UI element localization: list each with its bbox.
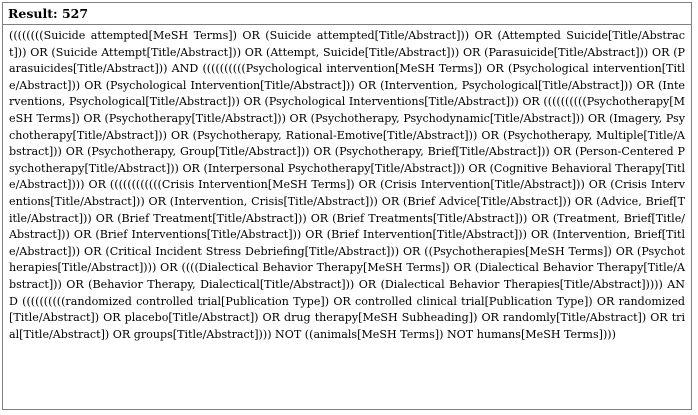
result-count-header: Result: 527 xyxy=(3,3,691,25)
search-result-box xyxy=(2,2,692,410)
search-query-text: ((((((((Suicide attempted[MeSH Terms]) OR (Suicide attempted[Title/Abstract])) OR (Attempted Suicide[Title/Abstract])) OR (Suicide Attempt[Title/Abstract])) OR (Attempt, Suicide[Title/Abstract])) OR (Parasuicide[Title/Abstract])) OR (Parasuicides[Title/Abstract])) AND ((((((((((Psychological intervention[MeSH Terms]) OR (Psychological intervention[Title/Abstract])) OR (Psychological Intervention[Title/Abstract])) OR (Intervention, Psychological[Title/Abstract])) OR (Interventions, Psychological[Title/Abstract])) OR (Psychological Interventions[Title/Abstract])) OR ((((((((((Psychotherapy[MeSH Terms]) OR (Psychotherapy[Title/Abstract])) OR (Psychotherapy, Psychodynamic[Title/Abstract])) OR (Imagery, Psychotherapy[Title/Abstract])) OR (Psychotherapy, Rational-Emotive[Title/Abstract])) OR (Psychotherapy, Multiple[Title/Abstract])) OR (Psychotherapy, Group[Title/Abstract])) OR (Psychotherapy, Brief[Title/Abstract])) OR (Person-Centered Psychotherapy[Title/Abstract])) OR (Interpersonal Psychotherapy[Title/Abstract])) OR (Cognitive Behavioral Therapy[Title/Abstract]))) OR ((((((((((((Crisis Intervention[MeSH Terms]) OR (Crisis Intervention[Title/Abstract])) OR (Crisis Interventions[Title/Abstract])) OR (Intervention, Crisis[Title/Abstract])) OR (Brief Advice[Title/Abstract])) OR (Advice, Brief[Title/Abstract])) OR (Brief Treatment[Title/Abstract])) OR (Brief Treatments[Title/Abstract])) OR (Treatment, Brief[Title/Abstract])) OR (Brief Interventions[Title/Abstract])) OR (Brief Intervention[Title/Abstract])) OR (Intervention, Brief[Title/Abstract])) OR (Critical Incident Stress Debriefing[Title/Abstract])) OR ((Psychotherapies[MeSH Terms]) OR (Psychotherapies[Title/Abstract]))) OR ((((Dialectical Behavior Therapy[MeSH Terms]) OR (Dialectical Behavior Therapy[Title/Abstract])) OR (Behavior Therapy, Dialectical[Title/Abstract])) OR (Dialectical Behavior Therapies[Title/Abstract])))) AND ((((((((((randomized controlled trial[Publication Type]) OR controlled clinical trial[Publication Type]) OR randomized[Title/Abstract]) OR placebo[Title/Abstract]) OR drug therapy[MeSH Subheading]) OR randomly[Title/Abstract]) OR trial[Title/Abstract]) OR groups[Title/Abstract]))) NOT ((animals[MeSH Terms]) NOT humans[MeSH Terms]))) xyxy=(9,29,685,341)
